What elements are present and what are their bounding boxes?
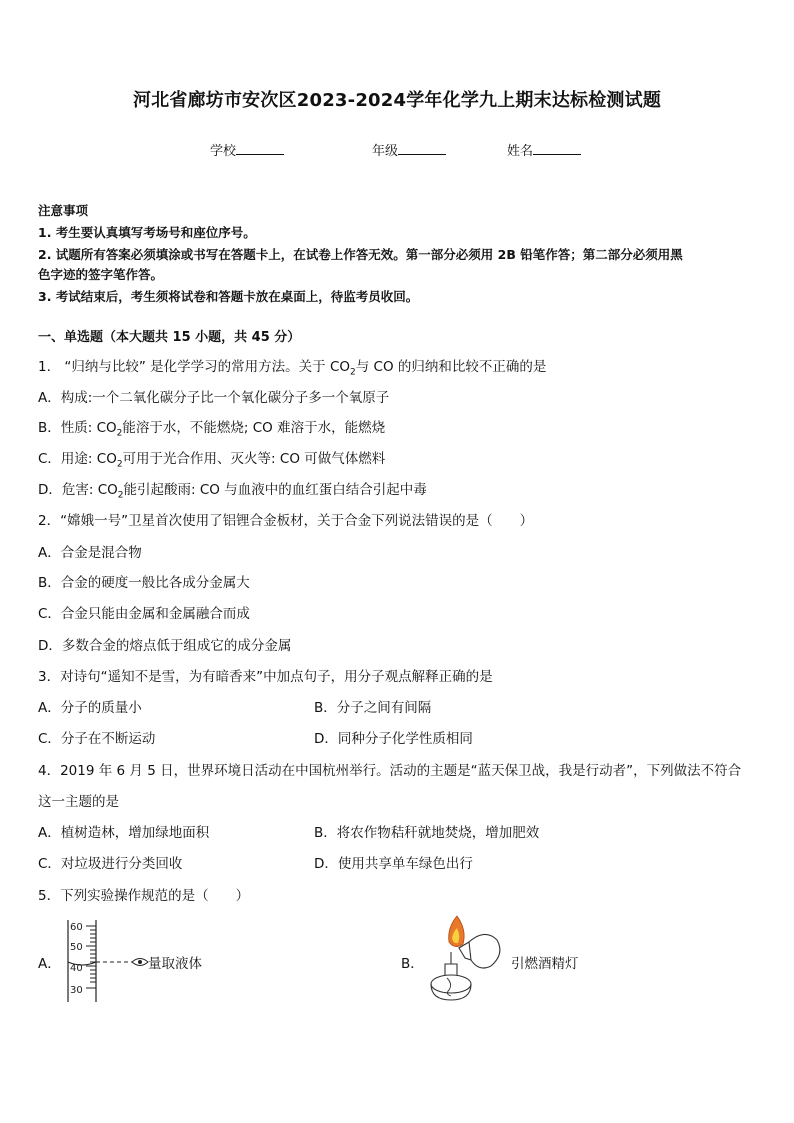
cylinder-ticks (86, 926, 96, 988)
q2-option-a[interactable]: A．合金是混合物 (38, 545, 142, 561)
question-1-stem: 1. “归纳与比较” 是化学学习的常用方法。关于 $CO_2$与 CO 的归纳和比较不正确的是 (38, 359, 547, 378)
page-title: 河北省廊坊市安次区2023-2024学年化学九上期末达标检测试题 (132, 90, 662, 111)
note-item: 色字迹的签字笔作答。 (38, 267, 164, 282)
question-5-stem: 5．下列实验操作规范的是（ ） (38, 888, 250, 904)
q3-option-b[interactable]: B．分子之间有间隔 (314, 700, 432, 716)
question-4-stem: 4．2019 年 6 月 5 日，世界环境日活动在中国杭州举行。活动的主题是“蓝天保卫战，我是行动者”，下列做法不符合 (38, 763, 742, 779)
question-2-stem: 2．“嫦娥一号”卫星首次使用了铝锂合金板材，关于合金下列说法错误的是（ ） (38, 513, 534, 529)
q5-option-a-label[interactable]: A． (38, 956, 61, 972)
school-field[interactable] (210, 140, 284, 159)
name-field[interactable] (507, 140, 581, 159)
note-item: 3. 考试结束后，考生须将试卷和答题卡放在桌面上，待监考员收回。 (38, 289, 419, 304)
scale-label-60: 60 (70, 922, 83, 933)
q5-option-b-caption: 引燃酒精灯 (511, 956, 579, 972)
question-4-stem-cont: 这一主题的是 (38, 794, 119, 810)
section-heading: 一、单选题（本大题共 15 小题，共 45 分） (38, 330, 301, 345)
alcohol-lamp-figure (425, 914, 513, 1006)
q4-option-d[interactable]: D．使用共享单车绿色出行 (314, 856, 473, 872)
q1-option-d[interactable]: D．危害: $CO_2$能引起酸雨: CO 与血液中的血红蛋白结合引起中毒 (38, 482, 427, 501)
graduated-cylinder-figure (60, 918, 150, 1004)
q2-option-b[interactable]: B．合金的硬度一般比各成分金属大 (38, 575, 250, 591)
note-item: 1. 考生要认真填写考场号和座位序号。 (38, 225, 256, 240)
q4-option-c[interactable]: C．对垃圾进行分类回收 (38, 856, 183, 872)
q2-option-d[interactable]: D．多数合金的熔点低于组成它的成分金属 (38, 638, 292, 654)
tilted-lamp-icon (459, 934, 500, 968)
q5-option-b-label[interactable]: B． (401, 956, 424, 972)
school-label: 学校 (210, 144, 237, 159)
q1-option-a[interactable]: A．构成:一个二氧化碳分子比一个氧化碳分子多一个氧原子 (38, 390, 390, 406)
q4-option-a[interactable]: A．植树造林，增加绿地面积 (38, 825, 210, 841)
q3-option-d[interactable]: D．同种分子化学性质相同 (314, 731, 473, 747)
q1-option-b[interactable]: B．性质: $CO_2$能溶于水，不能燃烧; CO 难溶于水，能燃烧 (38, 420, 386, 439)
name-label: 姓名 (507, 144, 534, 159)
q3-option-a[interactable]: A．分子的质量小 (38, 700, 142, 716)
question-3-stem: 3．对诗句“遥知不是雪，为有暗香来”中加点句子，用分子观点解释正确的是 (38, 669, 493, 685)
grade-label: 年级 (372, 144, 399, 159)
school-blank[interactable] (236, 141, 284, 155)
scale-label-50: 50 (70, 942, 83, 953)
q1-option-c[interactable]: C．用途: $CO_2$可用于光合作用、灭火等: CO 可做气体燃料 (38, 451, 386, 470)
q2-option-c[interactable]: C．合金只能由金属和金属融合而成 (38, 606, 250, 622)
q5-option-a-caption: 量取液体 (148, 956, 202, 972)
scale-label-40: 40 (70, 963, 83, 974)
note-item: 2. 试题所有答案必须填涂或书写在答题卡上，在试卷上作答无效。第一部分必须用 2B 铅笔作答；第二部分必须用黑 (38, 247, 683, 262)
notes-heading: 注意事项 (38, 203, 89, 218)
name-blank[interactable] (533, 141, 581, 155)
q4-option-b[interactable]: B．将农作物秸秆就地焚烧，增加肥效 (314, 825, 540, 841)
grade-field[interactable] (372, 140, 446, 159)
alcohol-lamp-icon (431, 952, 471, 1000)
q3-option-c[interactable]: C．分子在不断运动 (38, 731, 156, 747)
grade-blank[interactable] (398, 141, 446, 155)
scale-label-30: 30 (70, 985, 83, 996)
